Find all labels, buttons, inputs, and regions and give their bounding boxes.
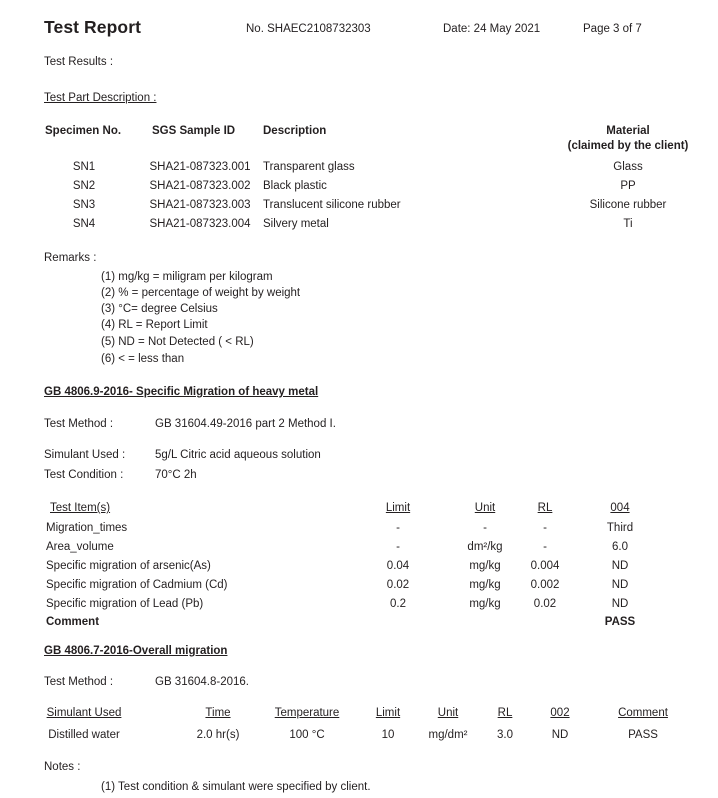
section1-simulant-used-label: Simulant Used : [44,449,126,461]
test-part-description-heading: Test Part Description : [44,92,157,104]
specimen-col-header-sample-id: SGS Sample ID [152,125,236,137]
table-row: SN1 [72,161,96,173]
table-row: 6.0 [612,541,628,553]
table-row: Ti [623,218,633,230]
table-row: Specific migration of arsenic(As) [46,560,211,572]
section1-test-condition-label: Test Condition : [44,469,124,481]
table-row: SHA21-087323.001 [149,161,251,173]
table-row: PP [620,180,636,192]
specimen-col-header-material-subtitle: (claimed by the client) [567,140,689,152]
report-date: Date: 24 May 2021 [443,23,541,35]
table-row: - [543,522,547,534]
result-col-header-limit: Limit [385,502,411,514]
section1-simulant-used-value: 5g/L Citric acid aqueous solution [155,449,321,461]
overall-col-header-specimen: 002 [550,707,570,719]
table-row: 100 °C [289,729,325,741]
table-row: Distilled water [48,729,120,741]
result-col-header-test-item: Test Item(s) [50,502,111,514]
remark-item: (1) mg/kg = miligram per kilogram [101,271,273,283]
overall-col-header-rl: RL [497,707,513,719]
table-row: 0.02 [533,598,557,610]
table-row: Transparent glass [263,161,355,173]
result-col-header-specimen: 004 [610,502,630,514]
page-indicator: Page 3 of 7 [583,23,642,35]
table-row: PASS [628,729,658,741]
table-row: - [396,522,400,534]
table-row: Silicone rubber [589,199,667,211]
specimen-col-header-no: Specimen No. [45,125,122,137]
overall-col-header-limit: Limit [375,707,401,719]
overall-col-header-simulant: Simulant Used [46,707,122,719]
overall-col-header-temperature: Temperature [274,707,340,719]
overall-col-header-comment: Comment [618,707,668,719]
table-row: Area_volume [46,541,114,553]
table-row: Translucent silicone rubber [263,199,401,211]
notes-label: Notes : [44,761,81,773]
table-row: 3.0 [497,729,513,741]
table-row: Third [606,522,634,534]
table-row: Migration_times [46,522,128,534]
table-row: 0.004 [530,560,560,572]
table-row: - [543,541,547,553]
section1-comment-label: Comment [46,616,100,628]
table-row: 0.2 [390,598,406,610]
table-row: SN3 [72,199,96,211]
table-row: SN4 [72,218,96,230]
table-row: SHA21-087323.002 [149,180,251,192]
table-row: mg/kg [469,560,501,572]
table-row: 0.04 [386,560,410,572]
section1-test-condition-value: 70°C 2h [155,469,197,481]
table-row: - [396,541,400,553]
table-row: 10 [381,729,395,741]
table-row: Glass [613,161,643,173]
report-number: No. SHAEC2108732303 [246,23,371,35]
remark-item: (6) < = less than [101,353,185,365]
table-row: 0.02 [386,579,410,591]
table-row: Silvery metal [263,218,329,230]
specimen-col-header-description: Description [263,125,327,137]
table-row: SN2 [72,180,96,192]
test-results-label: Test Results : [44,56,114,68]
section1-test-method-value: GB 31604.49-2016 part 2 Method I. [155,418,336,430]
table-row: Black plastic [263,180,327,192]
remark-item: (4) RL = Report Limit [101,319,208,331]
remarks-label: Remarks : [44,252,97,264]
table-row: ND [551,729,569,741]
table-row: SHA21-087323.004 [149,218,251,230]
table-row: ND [611,579,629,591]
section-heading-heavy-metal: GB 4806.9-2016- Specific Migration of heavy metal [44,386,319,398]
remark-item: (5) ND = Not Detected ( < RL) [101,336,254,348]
table-row: mg/kg [469,579,501,591]
overall-col-header-time: Time [205,707,231,719]
section1-test-method-label: Test Method : [44,418,114,430]
specimen-col-header-material: Material [606,125,650,137]
table-row: mg/kg [469,598,501,610]
page-title: Test Report [44,17,142,37]
section2-test-method-label: Test Method : [44,676,114,688]
overall-col-header-unit: Unit [437,707,459,719]
table-row: Specific migration of Lead (Pb) [46,598,204,610]
table-row: SHA21-087323.003 [149,199,251,211]
result-col-header-unit: Unit [474,502,496,514]
section-heading-overall-migration: GB 4806.7-2016-Overall migration [44,645,228,657]
result-col-header-rl: RL [537,502,553,514]
table-row: dm²/kg [467,541,503,553]
table-row: 0.002 [530,579,560,591]
section1-comment-value: PASS [604,616,636,628]
remark-item: (2) % = percentage of weight by weight [101,287,301,299]
table-row: ND [611,598,629,610]
table-row: 2.0 hr(s) [196,729,240,741]
remark-item: (3) °C= degree Celsius [101,303,218,315]
table-row: ND [611,560,629,572]
table-row: Specific migration of Cadmium (Cd) [46,579,228,591]
note-item: (1) Test condition & simulant were specified by client. [101,781,371,793]
table-row: mg/dm² [428,729,468,741]
section2-test-method-value: GB 31604.8-2016. [155,676,249,688]
table-row: - [483,522,487,534]
